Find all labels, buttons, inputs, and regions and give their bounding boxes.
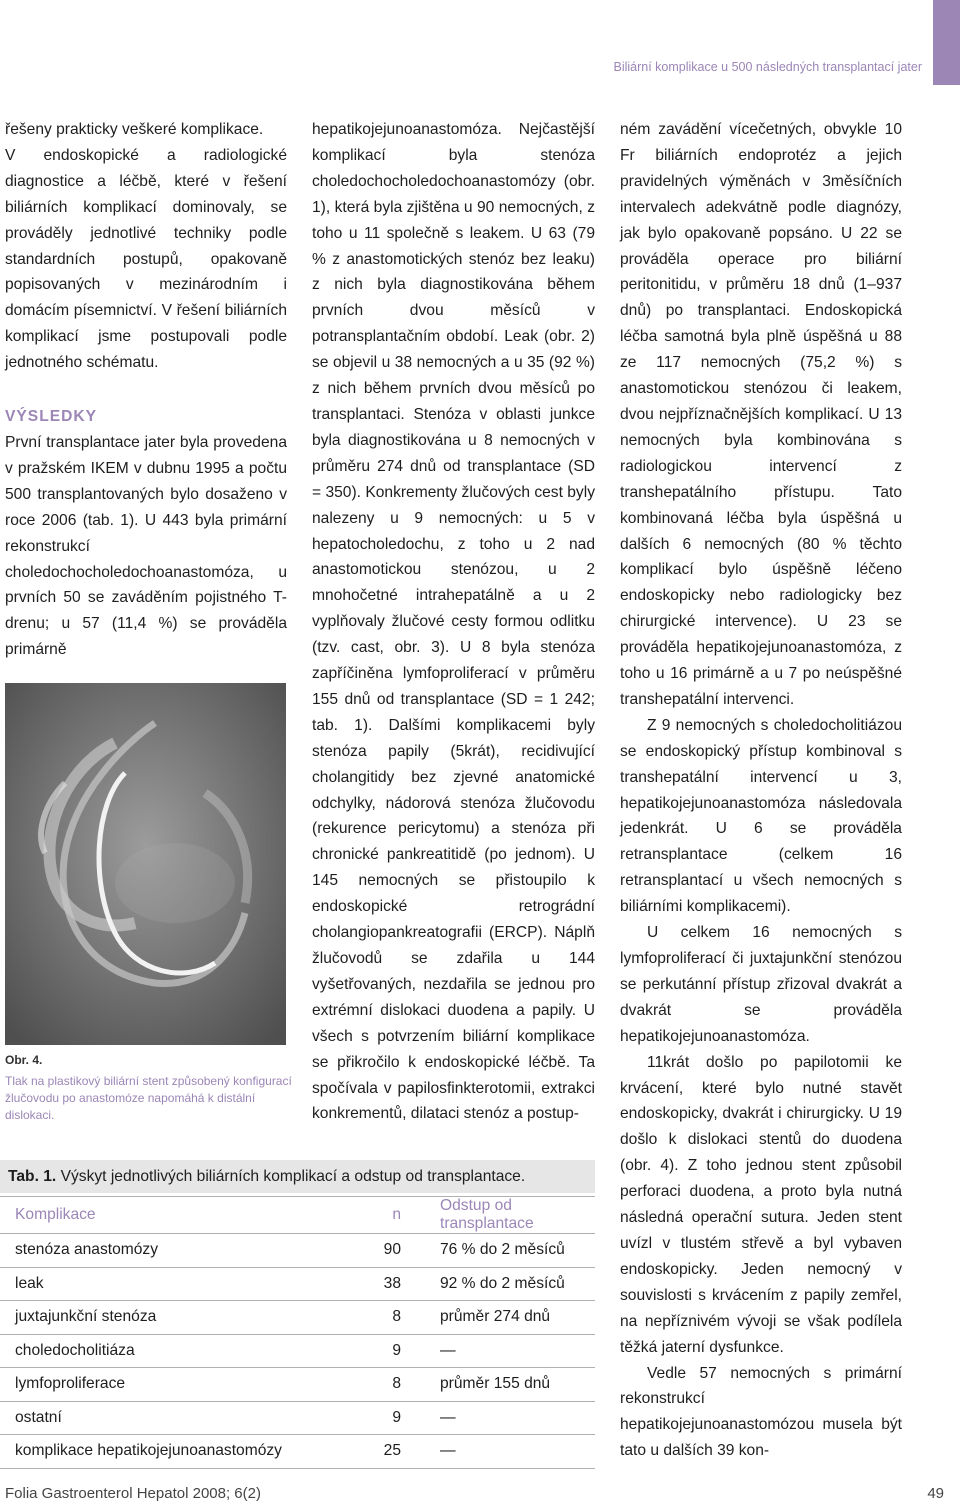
accent-bar (933, 0, 960, 85)
paragraph: Vedle 57 nemocných s primární rekonstrukcí hepatikojejunoanastomózou musela být tato u dalších 39 kon- (620, 1364, 902, 1460)
running-title: Biliární komplikace u 500 následných transplantací jater (613, 60, 922, 74)
cell-complication: lymfoproliferace (0, 1368, 310, 1402)
column-left (5, 117, 287, 663)
table-header-row (0, 1197, 595, 1234)
paragraph: První transplantace jater byla provedena v pražském IKEM v dubnu 1995 a počtu 500 transplantovaných bylo dosaženo v roce 2006 (tab. 1). U 443 byla primární rekonstrukcí choledochocholedochoanastomóza, u prvních 50 se zaváděním pojistného T-drenu; u 57 (11,4 %) se prováděla primárně (5, 433, 287, 659)
paragraph: U celkem 16 nemocných s lymfoproliferací či juxtajunkční stenózou se perkutánní přístup zřizoval dvakrát a dvakrát se prováděla hepatikojejunoanastomóza. (620, 924, 902, 1045)
cell-count: 25 (310, 1435, 416, 1469)
cell-count: 38 (310, 1267, 416, 1301)
cell-count: 8 (310, 1301, 416, 1335)
table-row (0, 1234, 595, 1268)
table-row (0, 1401, 595, 1435)
xray-figure (5, 683, 286, 1045)
cell-complication: leak (0, 1267, 310, 1301)
header-cell: Komplikace (0, 1197, 310, 1234)
cell-interval: — (416, 1435, 595, 1469)
cell-count: 9 (310, 1401, 416, 1435)
figure-caption: Tlak na plastikový biliární stent způsobený konfigurací žlučovodu po anastomóze napomáhá k distální dislokaci. (5, 1074, 292, 1122)
table-number: Tab. 1. (8, 1168, 57, 1185)
cell-complication: komplikace hepatikojejunoanastomózy (0, 1435, 310, 1469)
table-row (0, 1267, 595, 1301)
paragraph: řešeny prakticky veškeré komplikace. (5, 121, 264, 138)
paragraph: Z 9 nemocných s choledocholitiázou se endoskopický přístup kombinoval s transhepatální intervencí u 3, hepatikojejunoanastomóza následovala jedenkrát. U 6 se prováděla retransplantace (celkem 16 retransplantací u všech nemocných s biliárními komplikacemi). (620, 716, 902, 916)
cell-count: 90 (310, 1234, 416, 1268)
column-right (620, 117, 902, 1464)
complications-table (0, 1196, 595, 1469)
paragraph: V endoskopické a radiologické diagnostice a léčbě, které v řešení biliárních komplikací dominovaly, se prováděly jednotlivé techniky podle standardních postupů, opakovaně popisovaných v mezinárodním i domácím písemnictví. V řešení biliárních komplikací jsme postupovali podle jednotného schématu. (5, 146, 287, 372)
section-heading: VÝSLEDKY (5, 408, 98, 426)
header-cell: n (310, 1197, 416, 1234)
figure-label: Obr. 4. (5, 1053, 43, 1067)
cell-interval: — (416, 1334, 595, 1368)
cell-count: 9 (310, 1334, 416, 1368)
table-title (0, 1160, 595, 1193)
table-row (0, 1301, 595, 1335)
cell-count: 8 (310, 1368, 416, 1402)
table-caption: Výskyt jednotlivých biliárních komplikací a odstup od transplantace. (60, 1168, 526, 1185)
cell-complication: choledocholitiáza (0, 1334, 310, 1368)
paragraph: 11krát došlo po papilotomii ke krvácení, které bylo nutné stavět endoskopicky, dvakrát i chirurgicky. U 19 došlo k dislokaci stentů do duodena (obr. 4). Z toho jednou stent způsobil perforaci duodena, a proto byla nutná následná operační sutura. Jeden stent uvízl v tlustém střevě a byl vybaven endoskopicky. Jeden nemocný v souvislosti s krvácením z papily zemřel, na nepříznivém vývoji se však podílela těžká jaterní dysfunkce. (620, 1053, 902, 1356)
cell-interval: průměr 274 dnů (416, 1301, 595, 1335)
header-cell: Odstup od transplantace (416, 1197, 595, 1234)
cell-interval: 76 % do 2 měsíců (416, 1234, 595, 1268)
table-row (0, 1334, 595, 1368)
cell-complication: juxtajunkční stenóza (0, 1301, 310, 1335)
table-row (0, 1435, 595, 1469)
paragraph: hepatikojejunoanastomóza. Nejčastější komplikací byla stenóza choledochocholedochoanastomózy (obr. 1), která byla zjištěna u 90 nemocných, z toho u 11 společně s leakem. U 63 (79 % z anastomotických stenóz bez leaku) z nich byla diagnostikována během prvních dvou měsíců v potransplantačním období. Leak (obr. 2) se objevil u 38 nemocných a u 35 (92 %) z nich během prvních dvou měsíců po transplantaci. Stenóza v oblasti junkce byla diagnostikována u 8 nemocných v průměru 274 dnů od transplantace (SD = 350). Konkrementy žlučových cest byly nalezeny u 9 nemocných: u 5 v hepatocholedochu, z toho u 2 nad anastomotickou stenózou, u 2 mnohočetné intrahepatálně a u 2 vyplňovaly žlučové cesty formou odlitku (tzv. cast, obr. 3). U 8 byla stenóza zapříčiněna lymfoproliferací v průměru 155 dnů od transplantace (SD = 1 242; tab. 1). Dalšími komplikacemi byly stenóza papily (5krát), recidivující cholangitidy bez zjevné anatomické odchylky, nádorová stenóza žlučovodu (rekurence pericytomu) a stenóza při chronické pankreatitidě (po jednom). U 145 nemocných se přistoupilo k endoskopické retrográdní cholangiopankreatografii (ERCP). Náplň žlučovodů se zdařila u 144 vyšetřovaných, nezdařila se jednou pro extrémní dislokaci duodena a papily. U všech s potvrzením biliární komplikace se přikročilo k endoskopické léčbě. Ta spočívala v papilosfinkterotomii, extrakci konkrementů, dilataci stenóz a postup- (312, 121, 595, 1123)
cell-complication: ostatní (0, 1401, 310, 1435)
table-row (0, 1368, 595, 1402)
paragraph: ném zavádění vícečetných, obvykle 10 Fr biliárních endoprotéz a jejich pravidelných výměnách v 3měsíčních intervalech adekvátně podle diagnózy, jak bylo opakovaně popsáno. U 22 se prováděla operace pro biliární peritonitidu, v průměru 18 dnů (1–937 dnů) po transplantaci. Endoskopická léčba samotná byla plně úspěšná u 88 ze 117 nemocných (75,2 %) s anastomotickou stenózou či leakem, dvou nejpříznačnějších komplikací. U 13 nemocných byla kombinována s radiologickou intervencí z transhepatálního přístupu. Tato kombinovaná léčba byla úspěšná u dalších 6 nemocných (80 % těchto komplikací bylo úspěšně léčeno endoskopicky nebo radiologicky bez chirurgické intervence). U 23 se prováděla hepatikojejunoanastomóza, z toho u 16 primárně a u 7 po neúspěšné transhepatální intervenci. (620, 121, 902, 708)
cell-complication: stenóza anastomózy (0, 1234, 310, 1268)
page-number: 49 (927, 1485, 944, 1502)
cell-interval: — (416, 1401, 595, 1435)
cell-interval: 92 % do 2 měsíců (416, 1267, 595, 1301)
xray-image (5, 683, 286, 1045)
journal-citation: Folia Gastroenterol Hepatol 2008; 6(2) (5, 1485, 261, 1502)
column-middle (312, 117, 595, 1127)
cell-interval: průměr 155 dnů (416, 1368, 595, 1402)
